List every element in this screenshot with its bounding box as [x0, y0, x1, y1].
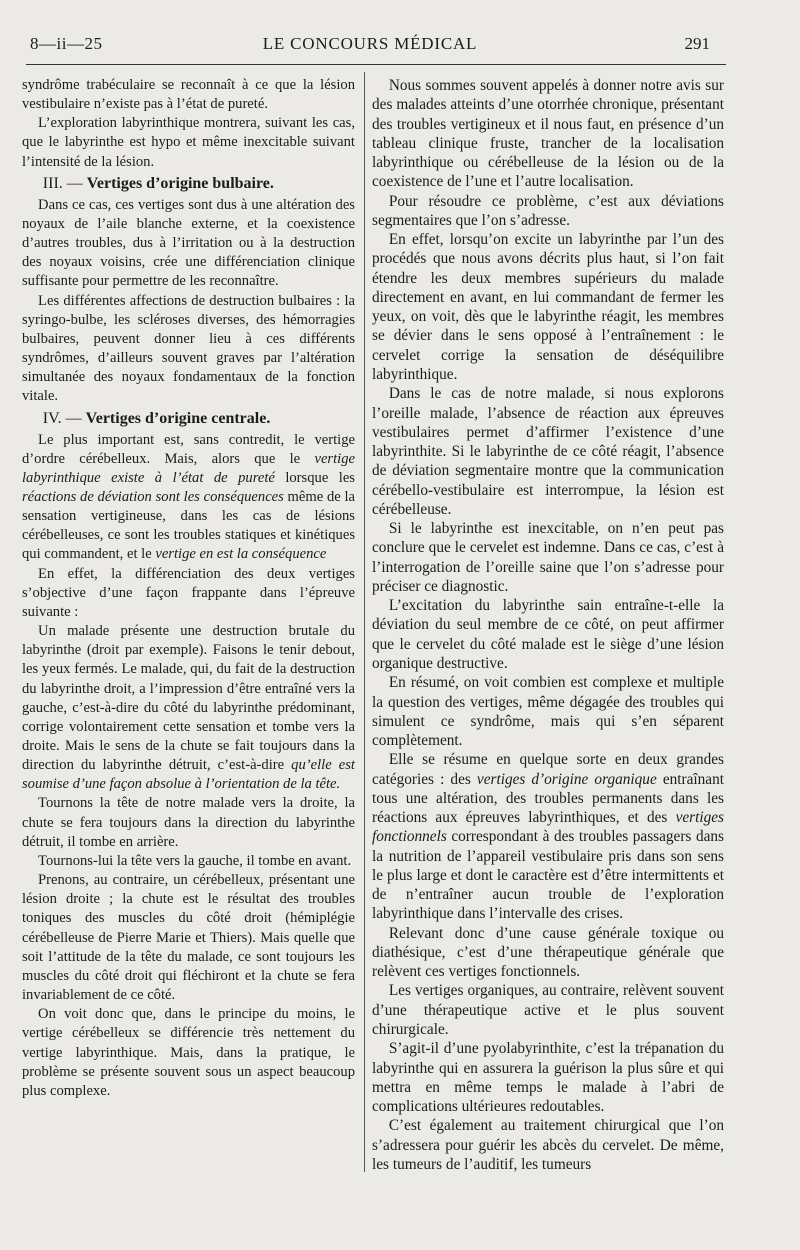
paragraph: syndrôme trabéculaire se reconnaît à ce que la lésion vestibulaire n’existe pas à l’état de pureté.	[22, 77, 355, 113]
italic-run: qu’elle est soumise d’une façon absolue à l’orientation de la tête.	[22, 757, 355, 793]
paragraph: L’excitation du labyrinthe sain entraîne-t-elle la déviation du seul membre de ce côté, on peut affirmer que le cervelet du côté malade est le siège d’une lésion organique destructive.	[372, 597, 724, 672]
issue-date: 8—ii—25	[30, 34, 103, 53]
paragraph	[22, 431, 355, 565]
section-heading	[22, 409, 355, 428]
paragraph: En effet, lorsqu’on excite un labyrinthe par l’un des procédés que nous avons décrits plus haut, si l’on fait étendre les deux membres supérieurs du malade directement en avant, en lui commandant de fermer les yeux, on voit, dès que le labyrinthe réagit, les membres se dévier dans le sens opposé à l’entraînement : le cervelet corrige la sensation de déséquilibre labyrinthique.	[372, 231, 724, 383]
paragraph: Tournons la tête de notre malade vers la droite, la chute se fera toujours dans la direction du labyrinthe détruit, il tombe en arrière.	[22, 795, 355, 850]
text-run: même de la sensation vertigineuse, dans les cas de lésions cérébelleuses, ce sont les troubles statiques et kinétiques qui commandent, et le	[22, 488, 355, 563]
left-column	[22, 76, 355, 1101]
page-number: 291	[684, 34, 710, 53]
paragraph: Relevant donc d’une cause générale toxique ou diathésique, c’est d’une thérapeutique générale que relèvent ces vertiges fonctionnels.	[372, 924, 724, 981]
column-divider	[364, 72, 365, 1172]
text-run: lorsque les	[274, 469, 355, 486]
text-run: correspondant à des troubles passagers dans la nutrition de l’appareil vestibulaire pris dans son sens le plus large et dont le caractère est d’être intermittents et de n’entraîner aucun trouble de l’exploration labyrinthique dans l’intervalle des crises.	[372, 828, 724, 923]
page-header	[30, 34, 710, 60]
section-number: IV. —	[42, 409, 82, 427]
section-number: III. —	[42, 174, 83, 192]
paragraph	[372, 750, 724, 923]
paragraph: Nous sommes souvent appelés à donner notre avis sur des malades atteints d’une otorrhée chronique, présentant des troubles vertigineux et il nous faut, en présence d’un tableau clinique fruste, trancher de la localisation labyrinthique ou cérébelleuse de la lésion ou de la coexistence de l’une et l’autre localisation.	[372, 77, 724, 191]
paragraph: On voit donc que, dans le principe du moins, le vertige cérébelleux se différencie très nettement du vertige labyrinthique. Mais, dans la pratique, le problème se présente souvent sous un aspect beaucoup plus complexe.	[22, 1006, 355, 1099]
journal-title: LE CONCOURS MÉDICAL	[262, 34, 478, 53]
section-title: Vertiges d’origine bulbaire.	[86, 174, 274, 192]
paragraph: Tournons-lui la tête vers la gauche, il tombe en avant.	[38, 852, 352, 869]
paragraph: S’agit-il d’une pyolabyrinthite, c’est la trépanation du labyrinthe qui en assurera la guérison la plus sûre et qui mettra en même temps le malade à l’abri de complications ultérieures redoutables.	[372, 1040, 724, 1116]
paragraph: En effet, la différenciation des deux vertiges s’objective d’une façon frappante dans l’épreuve suivante :	[22, 565, 355, 620]
paragraph: Dans ce cas, ces vertiges sont dus à une altération des noyaux de l’aile blanche externe, et la coexistence d’autres troubles, dus à l’irritation ou à la destruction des noyaux voisins, crée une différenciation clinique suffisante pour permettre de les reconnaître.	[22, 196, 355, 290]
italic-run: réactions de déviation sont les conséquences	[22, 488, 284, 505]
section-title: Vertiges d’origine centrale.	[85, 409, 271, 427]
paragraph: C’est également au traitement chirurgical que l’on s’adressera pour guérir les abcès du cervelet. De même, les tumeurs de l’auditif, les tumeurs	[372, 1117, 724, 1173]
header-rule	[26, 64, 726, 65]
text-run: Le plus important est, sans contredit, le vertige d’ordre cérébelleux. Mais, alors que le	[22, 431, 355, 467]
paragraph: Si le labyrinthe est inexcitable, on n’en peut pas conclure que le cervelet est indemne. Dans ce cas, c’est à l’interrogation de l’oreille saine que l’on s’adresse pour préciser ce diagnostic.	[372, 520, 724, 595]
italic-run: vertige labyrinthique existe à l’état de pureté	[22, 450, 355, 486]
text-run: Elle se résume en quelque sorte en deux grandes catégories : des	[372, 751, 724, 788]
section-heading	[22, 174, 355, 193]
italic-run: vertiges fonctionnels	[372, 809, 724, 846]
italic-run: vertige en est la conséquence	[155, 546, 327, 563]
paragraph: Pour résoudre ce problème, c’est aux déviations segmentaires que l’on s’adresse.	[372, 192, 724, 229]
italic-run: vertiges d’origine organique	[476, 770, 657, 788]
right-column	[372, 76, 724, 1174]
paragraph: Dans le cas de notre malade, si nous explorons l’oreille malade, l’absence de réaction aux épreuves vestibulaires permet d’affirmer l’existence d’une labyrinthite. Si le labyrinthe de ce côté réagit, l’absence de déviation segmentaire montre que la communication cérébello-vestibulaire est interrompue, la lésion est cérébelleuse.	[372, 385, 724, 518]
paragraph: Les vertiges organiques, au contraire, relèvent souvent d’une thérapeutique active et le plus souvent chirurgicale.	[372, 982, 724, 1039]
text-run: entraînant tous une altération, des troubles permanents dans les réactions aux épreuves labyrinthiques, et des	[372, 770, 724, 827]
paragraph	[22, 622, 355, 794]
text-run: Un malade présente une destruction brutale du labyrinthe (droit par exemple). Faisons le tenir debout, les yeux fermés. Le malade, qui, du fait de la destruction du labyrinthe droit, a l’impression d’être entraîné vers la gauche, c’est-à-dire du côté du labyrinthe prédominant, corrige volontairement cette sensation et tombe vers la droite. Mais le sens de la chute se fait toujours dans la direction du labyrinthe détruit, c’est-à-dire	[22, 623, 355, 774]
paragraph: L’exploration labyrinthique montrera, suivant les cas, que le labyrinthe est hypo et même inexcitable suivant l’intensité de la lésion.	[22, 115, 355, 170]
paragraph: Prenons, au contraire, un cérébelleux, présentant une lésion droite ; la chute est le résultat des troubles toniques des muscles du côté droit (hémiplégie cérébelleuse de Pierre Marie et Thiers). Mais quelle que soit l’attitude de la tête du malade, ce sont toujours les muscles du côté droit qui fléchiront et la chute se fera invariablement de ce côté.	[22, 872, 355, 1004]
paragraph: Les différentes affections de destruction bulbaires : la syringo-bulbe, les scléroses diverses, des hémorragies bulbaires, peuvent donner lieu à ces différents syndrômes, d’ailleurs souvent graves par l’altération simultanée des noyaux fondamentaux de la fonction vitale.	[22, 292, 355, 405]
paragraph: En résumé, on voit combien est complexe et multiple la question des vertiges, même dégagée des troubles qui simulent ce syndrôme, mais qui s’en séparent complètement.	[372, 674, 724, 750]
